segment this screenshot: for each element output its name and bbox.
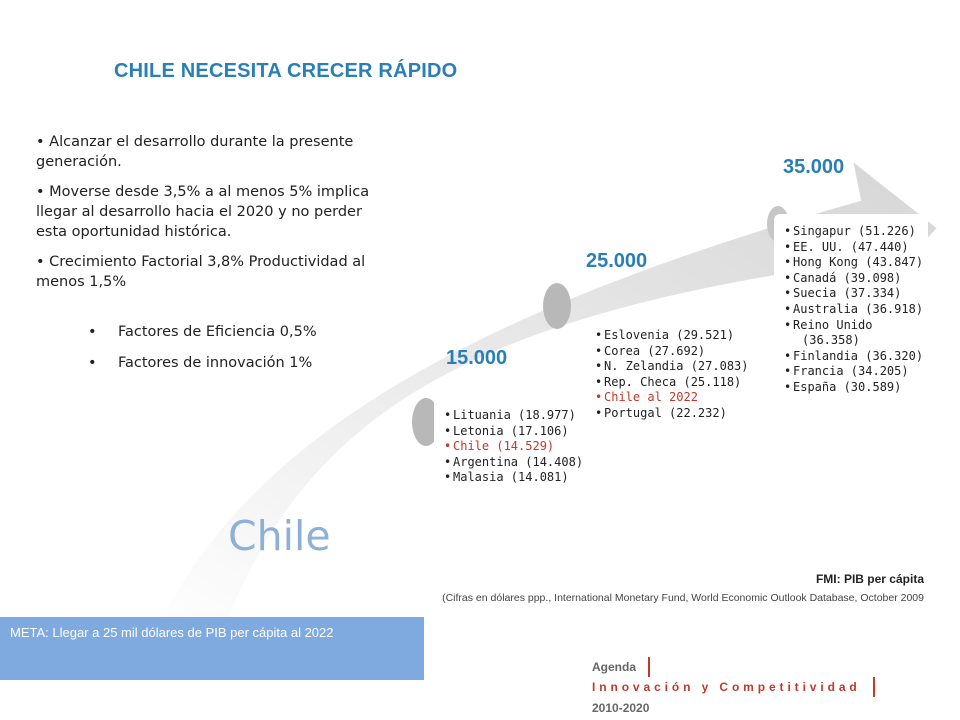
- source-title: FMI: PIB per cápita: [815, 572, 924, 586]
- country-item: • Singapur (51.226): [784, 224, 922, 240]
- country-item: • N. Zelandia (27.083): [595, 359, 737, 375]
- country-item-continued: (36.358): [802, 333, 860, 348]
- country-item: • Malasia (14.081): [444, 470, 580, 486]
- country-box-25000: [585, 318, 749, 436]
- meta-text: META: Llegar a 25 mil dólares de PIB per cápita al 2022: [10, 625, 334, 640]
- bullet-symbol: •: [88, 355, 97, 371]
- country-item: • Rep. Checa (25.118): [595, 375, 737, 391]
- country-item: • Canadá (39.098): [784, 271, 922, 287]
- footer-years: 2010-2020: [592, 700, 650, 715]
- bullet-item: • Alcanzar el desarrollo durante la presente generación.: [36, 134, 354, 170]
- bullet-list: [36, 132, 388, 302]
- country-item: • Suecia (37.334): [784, 286, 922, 302]
- footer-divider: [648, 657, 650, 677]
- level-value-25000: 25.000: [586, 250, 648, 272]
- country-item-chile: • Chile (14.529): [444, 439, 580, 455]
- arrow-milestone-2: [543, 283, 571, 329]
- country-item: • EE. UU. (47.440): [784, 240, 922, 256]
- footer-divider: [873, 677, 875, 697]
- country-item: • Argentina (14.408): [444, 455, 580, 471]
- country-item: • Corea (27.692): [595, 344, 737, 360]
- country-item: • España (30.589): [784, 380, 922, 396]
- level-value-15000: 15.000: [446, 347, 508, 369]
- country-item: • Hong Kong (43.847): [784, 255, 922, 271]
- sub-bullet-item: • Factores de Eficiencia 0,5%: [88, 324, 317, 340]
- country-item: • Finlandia (36.320): [784, 349, 922, 365]
- bullet-symbol: •: [88, 324, 97, 340]
- country-item-chile-2022: • Chile al 2022: [595, 390, 737, 406]
- country-item: • Reino Unido: [784, 318, 922, 334]
- country-item: • Portugal (22.232): [595, 406, 737, 422]
- meta-banner: [0, 617, 424, 680]
- page-title: CHILE NECESITA CRECER RÁPIDO: [114, 60, 458, 82]
- level-value-35000: 35.000: [783, 156, 845, 178]
- country-item: • Lituania (18.977): [444, 408, 580, 424]
- chile-arrow-label: Chile: [228, 512, 331, 560]
- sub-bullet-list: [88, 324, 317, 386]
- sub-bullet-item: • Factores de innovación 1%: [88, 355, 313, 371]
- country-box-15000: [434, 398, 586, 502]
- country-item: • Eslovenia (29.521): [595, 328, 737, 344]
- footer-agenda: Agenda: [592, 659, 637, 674]
- bullet-item: • Crecimiento Factorial 3,8% Productividad al menos 1,5%: [36, 254, 366, 290]
- country-item: • Letonia (17.106): [444, 424, 580, 440]
- source-detail: (Cifras en dólares ppp., International Monetary Fund, World Economic Outlook Database, October 2009: [442, 592, 924, 604]
- footer-main: Innovación y Competitividad: [592, 680, 861, 694]
- country-item: • Australia (36.918): [784, 302, 922, 318]
- country-box-35000: [774, 214, 928, 424]
- footer-brand: [592, 656, 928, 715]
- country-item: • Francia (34.205): [784, 364, 922, 380]
- bullet-item: • Moverse desde 3,5% a al menos 5% implica llegar al desarrollo hacia el 2020 y no perder esta oportunidad histórica.: [36, 184, 370, 240]
